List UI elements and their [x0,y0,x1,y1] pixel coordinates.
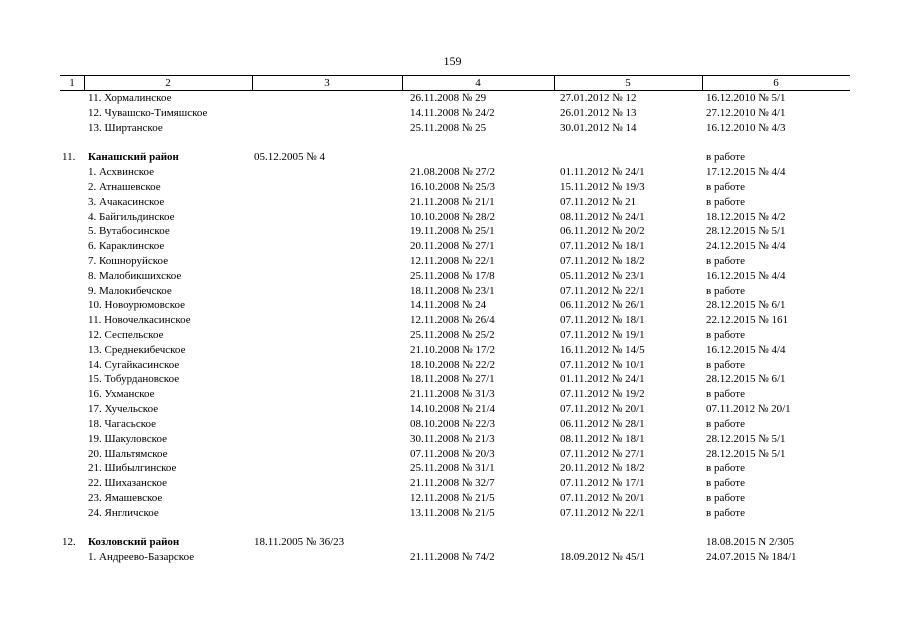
cell-c2: Канашский район [88,151,179,164]
cell-c1: 12. [62,536,76,549]
cell-c2: 12. Чувашско-Тимяшское [88,106,208,119]
cell-c2: 12. Сеспельское [88,329,164,341]
cell-c6: 28.12.2015 № 5/1 [706,432,786,445]
cell-c4: 18.11.2008 № 23/1 [410,284,495,297]
cell-c5: 05.11.2012 № 23/1 [560,269,645,282]
cell-c5: 08.11.2012 № 24/1 [560,210,645,223]
cell-c5: 07.11.2012 № 22/1 [560,284,645,297]
cell-c5: 07.11.2012 № 18/1 [560,314,645,327]
cell-c4: 12.11.2008 № 22/1 [410,254,495,267]
cell-c2: 2. Атнашевское [88,180,161,193]
cell-c4: 19.11.2008 № 25/1 [410,225,495,238]
cell-c6: в работе [706,506,745,519]
cell-c4: 21.11.2008 № 74/2 [410,551,495,564]
cell-c2: 4. Байгильдинское [88,210,175,223]
cell-c5: 07.11.2012 № 17/1 [560,477,645,490]
table-row [0,491,905,506]
cell-c5: 07.11.2012 № 18/1 [560,240,645,253]
spacer-row [0,135,905,150]
header-col-6: 6 [773,77,779,89]
cell-c4: 16.10.2008 № 25/3 [410,180,496,193]
cell-c4: 10.10.2008 № 28/2 [410,210,496,223]
cell-c5: 15.11.2012 № 19/3 [560,180,645,193]
table-row [0,254,905,269]
cell-c5: 01.11.2012 № 24/1 [560,373,645,386]
cell-c2: 14. Сугайкасинское [88,358,180,371]
cell-c3: 05.12.2005 № 4 [254,151,325,164]
cell-c5: 07.11.2012 № 19/2 [560,388,645,401]
cell-c2: 15. Тобурдановское [88,373,180,386]
cell-c3: 18.11.2005 № 36/23 [254,536,345,549]
cell-c2: 24. Янгличское [88,506,159,519]
table-row [0,91,905,106]
cell-c4: 12.11.2008 № 21/5 [410,491,495,504]
cell-c6: в работе [706,477,745,490]
cell-c5: 16.11.2012 № 14/5 [560,343,645,356]
cell-c2: 20. Шальтямское [88,447,168,460]
table-row [0,372,905,387]
cell-c5: 01.11.2012 № 24/1 [560,166,645,179]
table-row [0,313,905,328]
cell-c5: 06.11.2012 № 20/2 [560,225,645,238]
table-row [0,269,905,284]
cell-c5: 06.11.2012 № 28/1 [560,417,645,430]
table-row [0,402,905,417]
table-row [0,328,905,343]
cell-c2: 22. Шихазанское [88,477,168,490]
cell-c5: 07.11.2012 № 18/2 [560,254,645,267]
cell-c4: 18.11.2008 № 27/1 [410,373,495,386]
cell-c6: 22.12.2015 № 161 [706,314,788,327]
table-row [0,550,905,565]
cell-c5: 07.11.2012 № 20/1 [560,403,645,416]
spacer-row [0,521,905,536]
table-row [0,358,905,373]
cell-c5: 26.01.2012 № 13 [560,106,637,119]
cell-c4: 20.11.2008 № 27/1 [410,240,495,253]
cell-c4: 21.11.2008 № 32/7 [410,477,495,490]
cell-c5: 20.11.2012 № 18/2 [560,462,645,475]
table-row [0,417,905,432]
cell-c6: 17.12.2015 № 4/4 [706,166,786,179]
cell-c6: 16.12.2015 № 4/4 [706,269,786,282]
cell-c6: 07.11.2012 № 20/1 [706,403,791,416]
cell-c4: 25.11.2008 № 25 [410,121,487,134]
cell-c5: 07.11.2012 № 27/1 [560,447,645,460]
cell-c2: 16. Ухманское [88,388,155,401]
cell-c2: 13. Ширтанское [88,121,163,134]
cell-c6: 24.12.2015 № 4/4 [706,240,786,253]
cell-c4: 13.11.2008 № 21/5 [410,506,495,519]
cell-c2: 23. Ямашевское [88,491,163,504]
cell-c6: в работе [706,491,745,504]
cell-c6: в работе [706,462,745,475]
cell-c2: Козловский район [88,536,180,549]
table-row [0,284,905,299]
cell-c2: 6. Караклинское [88,240,165,253]
cell-c2: 18. Чагасьское [88,417,157,430]
table-row [0,180,905,195]
cell-c6: в работе [706,195,745,208]
cell-c2: 5. Вутабосинское [88,225,170,238]
cell-c2: 17. Хучельское [88,403,159,416]
table-header-row [60,75,850,91]
cell-c5: 27.01.2012 № 12 [560,92,637,104]
cell-c2: 1. Асхвинское [88,166,155,179]
cell-c6: 24.07.2015 № 184/1 [706,551,797,564]
header-col-3: 3 [324,77,330,89]
cell-c4: 25.11.2008 № 25/2 [410,329,495,341]
cell-c5: 07.11.2012 № 19/1 [560,329,645,341]
district-row [0,150,905,165]
cell-c2: 21. Шибылгинское [88,462,177,475]
cell-c6: 28.12.2015 № 6/1 [706,373,786,386]
cell-c6: в работе [706,180,745,193]
cell-c5: 07.11.2012 № 21 [560,195,637,208]
cell-c6: в работе [706,329,745,341]
cell-c5: 08.11.2012 № 18/1 [560,432,645,445]
table-row [0,387,905,402]
cell-c4: 21.08.2008 № 27/2 [410,166,496,179]
table-row [0,476,905,491]
cell-c4: 21.11.2008 № 31/3 [410,388,495,401]
table-row [0,195,905,210]
cell-c4: 25.11.2008 № 31/1 [410,462,495,475]
table-row [0,506,905,521]
table-row [0,165,905,180]
cell-c6: 16.12.2015 № 4/4 [706,343,786,356]
cell-c6: 28.12.2015 № 6/1 [706,299,786,312]
header-col-2: 2 [165,77,171,89]
cell-c5: 30.01.2012 № 14 [560,121,637,134]
cell-c2: 1. Андреево-Базарское [88,551,195,564]
cell-c6: в работе [706,254,745,267]
table-row [0,210,905,225]
cell-c2: 11. Новочелкасинское [88,314,191,327]
cell-c6: в работе [706,151,745,164]
page-number: 159 [443,54,462,68]
cell-c2: 9. Малокибечское [88,284,172,297]
table-row [0,106,905,121]
cell-c6: 18.08.2015 N 2/305 [706,536,794,549]
cell-c4: 14.11.2008 № 24/2 [410,106,495,119]
cell-c6: 16.12.2010 № 4/3 [706,121,786,134]
table-body [0,91,905,565]
table-row [0,461,905,476]
cell-c2: 13. Среднекибечское [88,343,186,356]
cell-c6: в работе [706,417,745,430]
cell-c4: 08.10.2008 № 22/3 [410,417,496,430]
header-col-5: 5 [625,77,631,89]
cell-c2: 10. Новоурюмовское [88,299,185,312]
cell-c6: 28.12.2015 № 5/1 [706,225,786,238]
cell-c4: 26.11.2008 № 29 [410,92,487,104]
cell-c6: 28.12.2015 № 5/1 [706,447,786,460]
cell-c4: 12.11.2008 № 26/4 [410,314,495,327]
table-row [0,224,905,239]
cell-c6: в работе [706,284,745,297]
cell-c2: 3. Ачакасинское [88,195,165,208]
cell-c5: 07.11.2012 № 20/1 [560,491,645,504]
cell-c4: 14.10.2008 № 21/4 [410,403,496,416]
cell-c6: в работе [706,388,745,401]
table-row [0,343,905,358]
table-row [0,447,905,462]
cell-c4: 25.11.2008 № 17/8 [410,269,495,282]
cell-c5: 18.09.2012 № 45/1 [560,551,646,564]
cell-c2: 19. Шакуловское [88,432,167,445]
cell-c4: 21.10.2008 № 17/2 [410,343,496,356]
cell-c6: 16.12.2010 № 5/1 [706,92,786,104]
header-col-4: 4 [475,77,481,89]
cell-c6: 27.12.2010 № 4/1 [706,106,786,119]
table-row [0,239,905,254]
cell-c2: 8. Малобикшихское [88,269,182,282]
cell-c6: 18.12.2015 № 4/2 [706,210,786,223]
cell-c5: 07.11.2012 № 10/1 [560,358,645,371]
cell-c6: в работе [706,358,745,371]
cell-c4: 14.11.2008 № 24 [410,299,487,312]
header-col-1: 1 [69,77,75,89]
cell-c4: 21.11.2008 № 21/1 [410,195,495,208]
cell-c4: 18.10.2008 № 22/2 [410,358,496,371]
table-row [0,121,905,136]
cell-c1: 11. [62,151,76,164]
cell-c2: 7. Кошноруйское [88,254,169,267]
cell-c4: 30.11.2008 № 21/3 [410,432,495,445]
table-row [0,432,905,447]
district-row [0,535,905,550]
cell-c2: 11. Хормалинское [88,92,172,104]
cell-c5: 07.11.2012 № 22/1 [560,506,645,519]
table-row [0,298,905,313]
cell-c5: 06.11.2012 № 26/1 [560,299,645,312]
cell-c4: 07.11.2008 № 20/3 [410,447,495,460]
